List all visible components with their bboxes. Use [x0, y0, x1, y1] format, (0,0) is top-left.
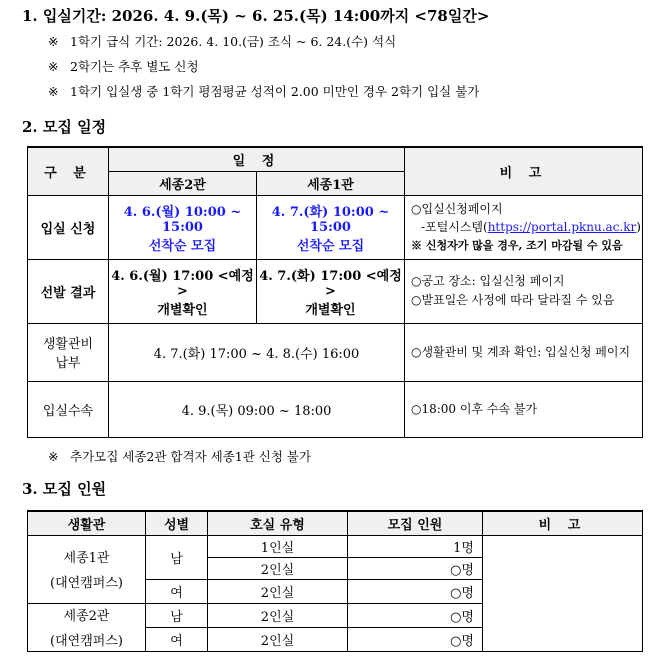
header-bldg2: 세종2관 — [109, 171, 257, 195]
row-fee-remarks: ○생활관비 및 계좌 확인: 입실신청 페이지 — [405, 323, 643, 381]
row-checkin-label: 입실수속 — [28, 381, 109, 437]
row-apply-remarks: ○입실신청페이지 -포털시스템(https://portal.pknu.ac.kr) ※ 신청자가 많을 경우, 조기 마감될 수 있음 — [405, 195, 643, 259]
section1-note-1: ※ 1학기 급식 기간: 2026. 4. 10.(금) 조식 ~ 6. 24.(수) 석식 — [48, 34, 397, 49]
section1-note-3: ※ 1학기 입실생 중 1학기 평점평균 성적이 2.00 미만인 경우 2학기 입실 불가 — [48, 84, 480, 99]
section1-title: 1. 입실기간: 2026. 4. 9.(목) ~ 6. 25.(목) 14:00까지 <78일간> — [22, 7, 490, 25]
row4-room: 2인실 — [208, 603, 348, 627]
row5-count: ○명 — [348, 627, 483, 651]
row1-count: 1명 — [348, 535, 483, 557]
hall1-name: 세종1관 (대연캠퍼스) — [28, 535, 146, 603]
row4-gender: 남 — [146, 603, 208, 627]
row-fee-schedule: 4. 7.(화) 17:00 ~ 4. 8.(수) 16:00 — [109, 323, 405, 381]
row4-count: ○명 — [348, 603, 483, 627]
header-remarks3: 비 고 — [483, 511, 643, 535]
section2-title: 2. 모집 일정 — [22, 118, 107, 136]
row2-count: ○명 — [348, 557, 483, 579]
row-apply-bldg1: 4. 7.(화) 10:00 ~ 15:00 선착순 모집 — [257, 195, 405, 259]
row5-gender: 여 — [146, 627, 208, 651]
header-gender: 성별 — [146, 511, 208, 535]
row2-room: 2인실 — [208, 557, 348, 579]
header-hall: 생활관 — [28, 511, 146, 535]
section3-title: 3. 모집 인원 — [22, 480, 107, 498]
row-checkin-schedule: 4. 9.(목) 09:00 ~ 18:00 — [109, 381, 405, 437]
row1-gender: 남 — [146, 535, 208, 579]
row-result-label: 선발 결과 — [28, 259, 109, 323]
header-category: 구 분 — [28, 147, 109, 195]
section2-note: ※ 추가모집 세종2관 합격자 세종1관 신청 불가 — [48, 449, 312, 464]
section1-note-2: ※ 2학기는 추후 별도 신청 — [48, 59, 199, 74]
header-bldg1: 세종1관 — [257, 171, 405, 195]
header-remarks: 비 고 — [405, 147, 643, 195]
row-result-bldg2: 4. 6.(월) 17:00 <예정> 개별확인 — [109, 259, 257, 323]
row-result-bldg1: 4. 7.(화) 17:00 <예정> 개별확인 — [257, 259, 405, 323]
row-apply-label: 입실 신청 — [28, 195, 109, 259]
header-schedule: 일 정 — [109, 147, 405, 171]
row3-room: 2인실 — [208, 579, 348, 603]
row-apply-bldg2: 4. 6.(월) 10:00 ~ 15:00 선착순 모집 — [109, 195, 257, 259]
header-room: 호실 유형 — [208, 511, 348, 535]
schedule-table — [27, 146, 643, 438]
capacity-remarks — [483, 535, 643, 651]
row3-count: ○명 — [348, 579, 483, 603]
row1-room: 1인실 — [208, 535, 348, 557]
hall2-name: 세종2관 (대연캠퍼스) — [28, 603, 146, 651]
portal-link[interactable]: https://portal.pknu.ac.kr — [487, 220, 637, 235]
row5-room: 2인실 — [208, 627, 348, 651]
row3-gender: 여 — [146, 579, 208, 603]
capacity-table — [27, 510, 643, 652]
header-count: 모집 인원 — [348, 511, 483, 535]
row-checkin-remarks: ○18:00 이후 수속 불가 — [405, 381, 643, 437]
row-fee-label: 생활관비 납부 — [28, 323, 109, 381]
row-result-remarks: ○공고 장소: 입실신청 페이지 ○발표일은 사정에 따라 달라질 수 있음 — [405, 259, 643, 323]
